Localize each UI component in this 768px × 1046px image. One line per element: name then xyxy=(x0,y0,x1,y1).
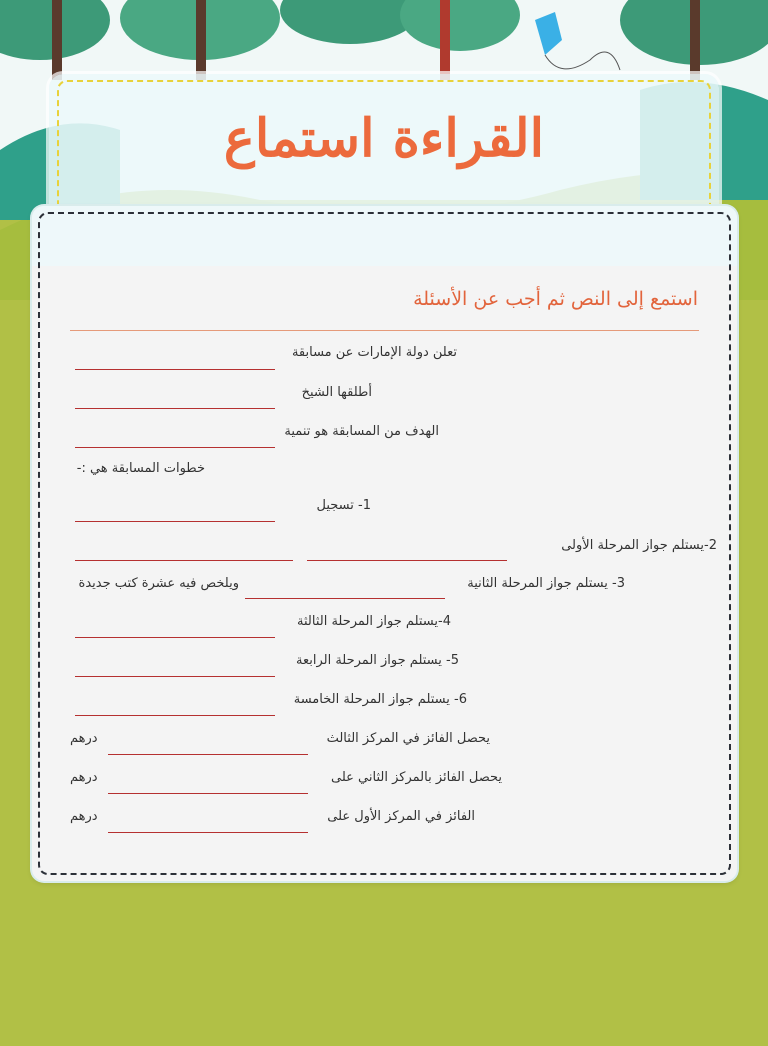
step-3-blank[interactable] xyxy=(245,598,445,599)
step-5-text: 5- يستلم جواز المرحلة الرابعة xyxy=(295,653,459,668)
page-title: القراءة استماع xyxy=(223,108,545,169)
prize-second-currency: درهم xyxy=(70,770,98,785)
answer-blank-3[interactable] xyxy=(75,447,275,448)
prize-third-currency: درهم xyxy=(70,731,98,746)
instruction-heading: استمع إلى النص ثم أجب عن الأسئلة xyxy=(413,288,698,310)
steps-heading: خطوات المسابقة هي :- xyxy=(76,461,205,476)
title-card xyxy=(49,74,719,224)
step-1-blank[interactable] xyxy=(75,521,275,522)
step-3-text: 3- يستلم جواز المرحلة الثانية xyxy=(467,576,625,591)
step-4-blank[interactable] xyxy=(75,637,275,638)
instruction-divider xyxy=(70,330,699,331)
prize-second-text: يحصل الفائز بالمركز الثاني على xyxy=(331,770,502,785)
prize-first-currency: درهم xyxy=(70,809,98,824)
answer-blank-2[interactable] xyxy=(75,408,275,409)
prize-third-text: يحصل الفائز في المركز الثالث xyxy=(326,731,490,746)
worksheet-card xyxy=(32,206,737,881)
prize-third-blank[interactable] xyxy=(108,754,308,755)
step-4-text: 4-يستلم جواز المرحلة الثالثة xyxy=(297,614,451,629)
answer-blank-1[interactable] xyxy=(75,369,275,370)
prize-second-blank[interactable] xyxy=(108,793,308,794)
question-1-text: تعلن دولة الإمارات عن مسابقة xyxy=(291,345,457,360)
prize-first-blank[interactable] xyxy=(108,832,308,833)
step-3-suffix: ويلخص فيه عشرة كتب جديدة xyxy=(78,576,239,591)
step-1-text: 1- تسجيل xyxy=(316,498,371,513)
step-6-blank[interactable] xyxy=(75,715,275,716)
step-2-blank-a[interactable] xyxy=(75,560,293,561)
step-6-text: 6- يستلم جواز المرحلة الخامسة xyxy=(293,692,467,707)
step-2-blank-b[interactable] xyxy=(307,560,507,561)
prize-first-text: الفائز في المركز الأول على xyxy=(327,809,475,824)
step-2-text: 2-يستلم جواز المرحلة الأولى xyxy=(561,538,717,553)
question-2-text: أطلقها الشيخ xyxy=(301,385,372,400)
question-3-text: الهدف من المسابقة هو تنمية xyxy=(284,424,439,439)
step-5-blank[interactable] xyxy=(75,676,275,677)
